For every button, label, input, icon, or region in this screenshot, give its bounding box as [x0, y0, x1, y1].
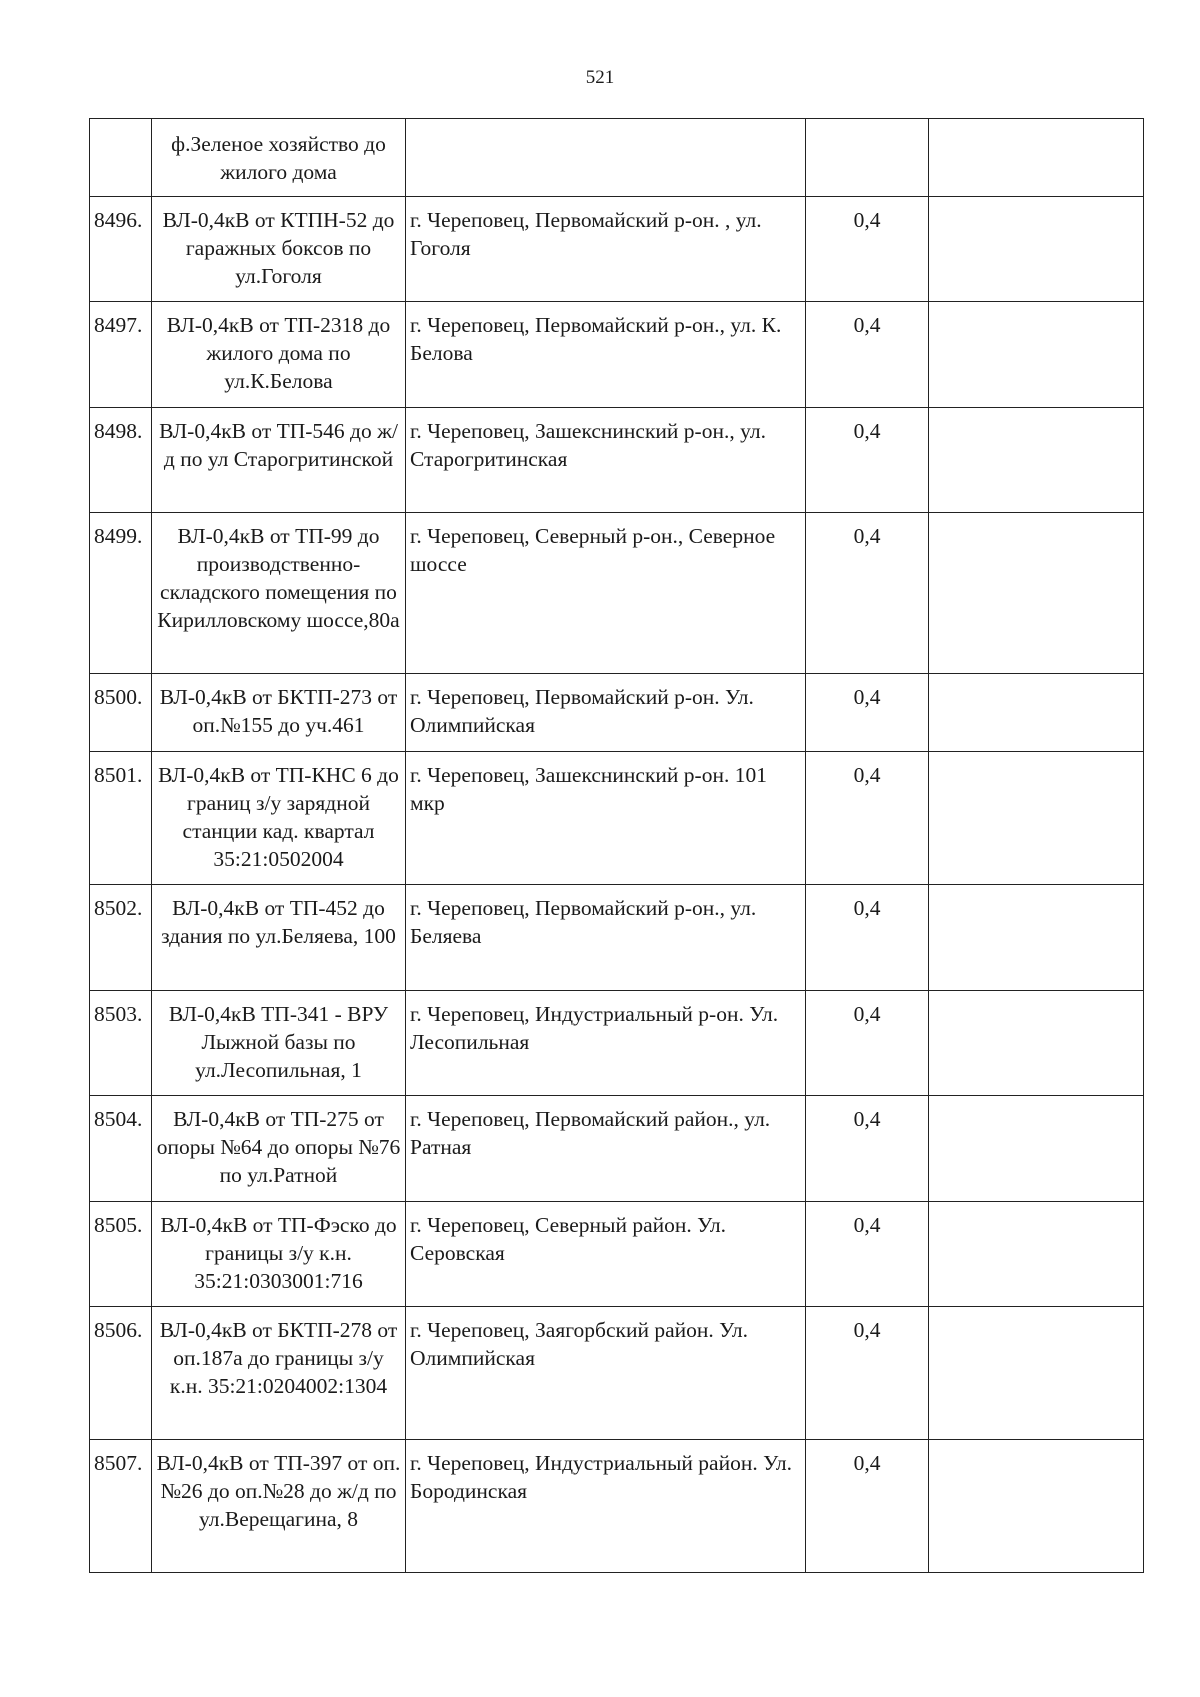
location-address-cell: г. Череповец, Первомайский р-он., ул. Беляева: [406, 885, 806, 991]
location-address-cell: г. Череповец, Первомайский р-он. Ул. Олимпийская: [406, 674, 806, 752]
voltage-value-cell: 0,4: [806, 1440, 929, 1573]
location-address-cell: г. Череповец, Зашекснинский р-он., ул. Старогритинская: [406, 408, 806, 513]
row-number-cell: 8498.: [90, 408, 152, 513]
line-name-cell: ВЛ-0,4кВ от ТП-99 до производственно-складского помещения по Кирилловскому шоссе,80а: [152, 513, 406, 674]
row-number-cell: 8502.: [90, 885, 152, 991]
voltage-value-cell: 0,4: [806, 674, 929, 752]
line-name-cell: ВЛ-0,4кВ от ТП-275 от опоры №64 до опоры №76 по ул.Ратной: [152, 1096, 406, 1202]
table-row: [90, 1202, 1144, 1307]
voltage-value-cell: 0,4: [806, 197, 929, 302]
location-address-cell: г. Череповец, Индустриальный район. Ул. Бородинская: [406, 1440, 806, 1573]
row-number-cell: 8504.: [90, 1096, 152, 1202]
extra-value-cell: [929, 885, 1144, 991]
location-address-cell: г. Череповец, Индустриальный р-он. Ул. Лесопильная: [406, 991, 806, 1096]
row-number-cell: [90, 119, 152, 197]
table-row: [90, 674, 1144, 752]
row-number-cell: 8505.: [90, 1202, 152, 1307]
line-name-cell: ВЛ-0,4кВ от ТП-397 от оп.№26 до оп.№28 до ж/д по ул.Верещагина, 8: [152, 1440, 406, 1573]
location-address-cell: г. Череповец, Заягорбский район. Ул. Олимпийская: [406, 1307, 806, 1440]
table-row: [90, 752, 1144, 885]
line-name-cell: ф.Зеленое хозяйство до жилого дома: [152, 119, 406, 197]
voltage-value-cell: 0,4: [806, 302, 929, 408]
table-row: [90, 302, 1144, 408]
extra-value-cell: [929, 1202, 1144, 1307]
voltage-value-cell: 0,4: [806, 513, 929, 674]
row-number-cell: 8501.: [90, 752, 152, 885]
line-name-cell: ВЛ-0,4кВ от КТПН-52 до гаражных боксов по ул.Гоголя: [152, 197, 406, 302]
table-row: [90, 885, 1144, 991]
extra-value-cell: [929, 1307, 1144, 1440]
power-line-registry-table: [89, 118, 1144, 1573]
voltage-value-cell: 0,4: [806, 408, 929, 513]
table-row: [90, 1096, 1144, 1202]
extra-value-cell: [929, 197, 1144, 302]
voltage-value-cell: 0,4: [806, 1307, 929, 1440]
location-address-cell: г. Череповец, Северный район. Ул. Серовская: [406, 1202, 806, 1307]
line-name-cell: ВЛ-0,4кВ от ТП-КНС 6 до границ з/у зарядной станции кад. квартал 35:21:0502004: [152, 752, 406, 885]
line-name-cell: ВЛ-0,4кВ от БКТП-278 от оп.187а до границы з/у к.н. 35:21:0204002:1304: [152, 1307, 406, 1440]
table-row: [90, 513, 1144, 674]
voltage-value-cell: 0,4: [806, 752, 929, 885]
voltage-value-cell: 0,4: [806, 885, 929, 991]
line-name-cell: ВЛ-0,4кВ от БКТП-273 от оп.№155 до уч.461: [152, 674, 406, 752]
extra-value-cell: [929, 1096, 1144, 1202]
row-number-cell: 8500.: [90, 674, 152, 752]
extra-value-cell: [929, 119, 1144, 197]
location-address-cell: г. Череповец, Зашекснинский р-он. 101 мкр: [406, 752, 806, 885]
extra-value-cell: [929, 1440, 1144, 1573]
extra-value-cell: [929, 302, 1144, 408]
page-number: 521: [585, 67, 615, 88]
voltage-value-cell: [806, 119, 929, 197]
line-name-cell: ВЛ-0,4кВ от ТП-2318 до жилого дома по ул.К.Белова: [152, 302, 406, 408]
voltage-value-cell: 0,4: [806, 991, 929, 1096]
row-number-cell: 8496.: [90, 197, 152, 302]
location-address-cell: г. Череповец, Первомайский район., ул. Ратная: [406, 1096, 806, 1202]
row-number-cell: 8499.: [90, 513, 152, 674]
table-row: [90, 991, 1144, 1096]
location-address-cell: г. Череповец, Первомайский р-он. , ул. Гоголя: [406, 197, 806, 302]
location-address-cell: [406, 119, 806, 197]
extra-value-cell: [929, 674, 1144, 752]
extra-value-cell: [929, 752, 1144, 885]
line-name-cell: ВЛ-0,4кВ ТП-341 - ВРУ Лыжной базы по ул.Лесопильная, 1: [152, 991, 406, 1096]
line-name-cell: ВЛ-0,4кВ от ТП-546 до ж/д по ул Старогритинской: [152, 408, 406, 513]
table-row: [90, 119, 1144, 197]
table-row: [90, 408, 1144, 513]
row-number-cell: 8503.: [90, 991, 152, 1096]
location-address-cell: г. Череповец, Первомайский р-он., ул. К. Белова: [406, 302, 806, 408]
row-number-cell: 8497.: [90, 302, 152, 408]
table-row: [90, 197, 1144, 302]
row-number-cell: 8507.: [90, 1440, 152, 1573]
voltage-value-cell: 0,4: [806, 1202, 929, 1307]
extra-value-cell: [929, 408, 1144, 513]
location-address-cell: г. Череповец, Северный р-он., Северное шоссе: [406, 513, 806, 674]
table-row: [90, 1307, 1144, 1440]
extra-value-cell: [929, 513, 1144, 674]
voltage-value-cell: 0,4: [806, 1096, 929, 1202]
line-name-cell: ВЛ-0,4кВ от ТП-452 до здания по ул.Беляева, 100: [152, 885, 406, 991]
row-number-cell: 8506.: [90, 1307, 152, 1440]
line-name-cell: ВЛ-0,4кВ от ТП-Фэско до границы з/у к.н. 35:21:0303001:716: [152, 1202, 406, 1307]
table-row: [90, 1440, 1144, 1573]
registry-table-body: [90, 119, 1144, 1573]
extra-value-cell: [929, 991, 1144, 1096]
